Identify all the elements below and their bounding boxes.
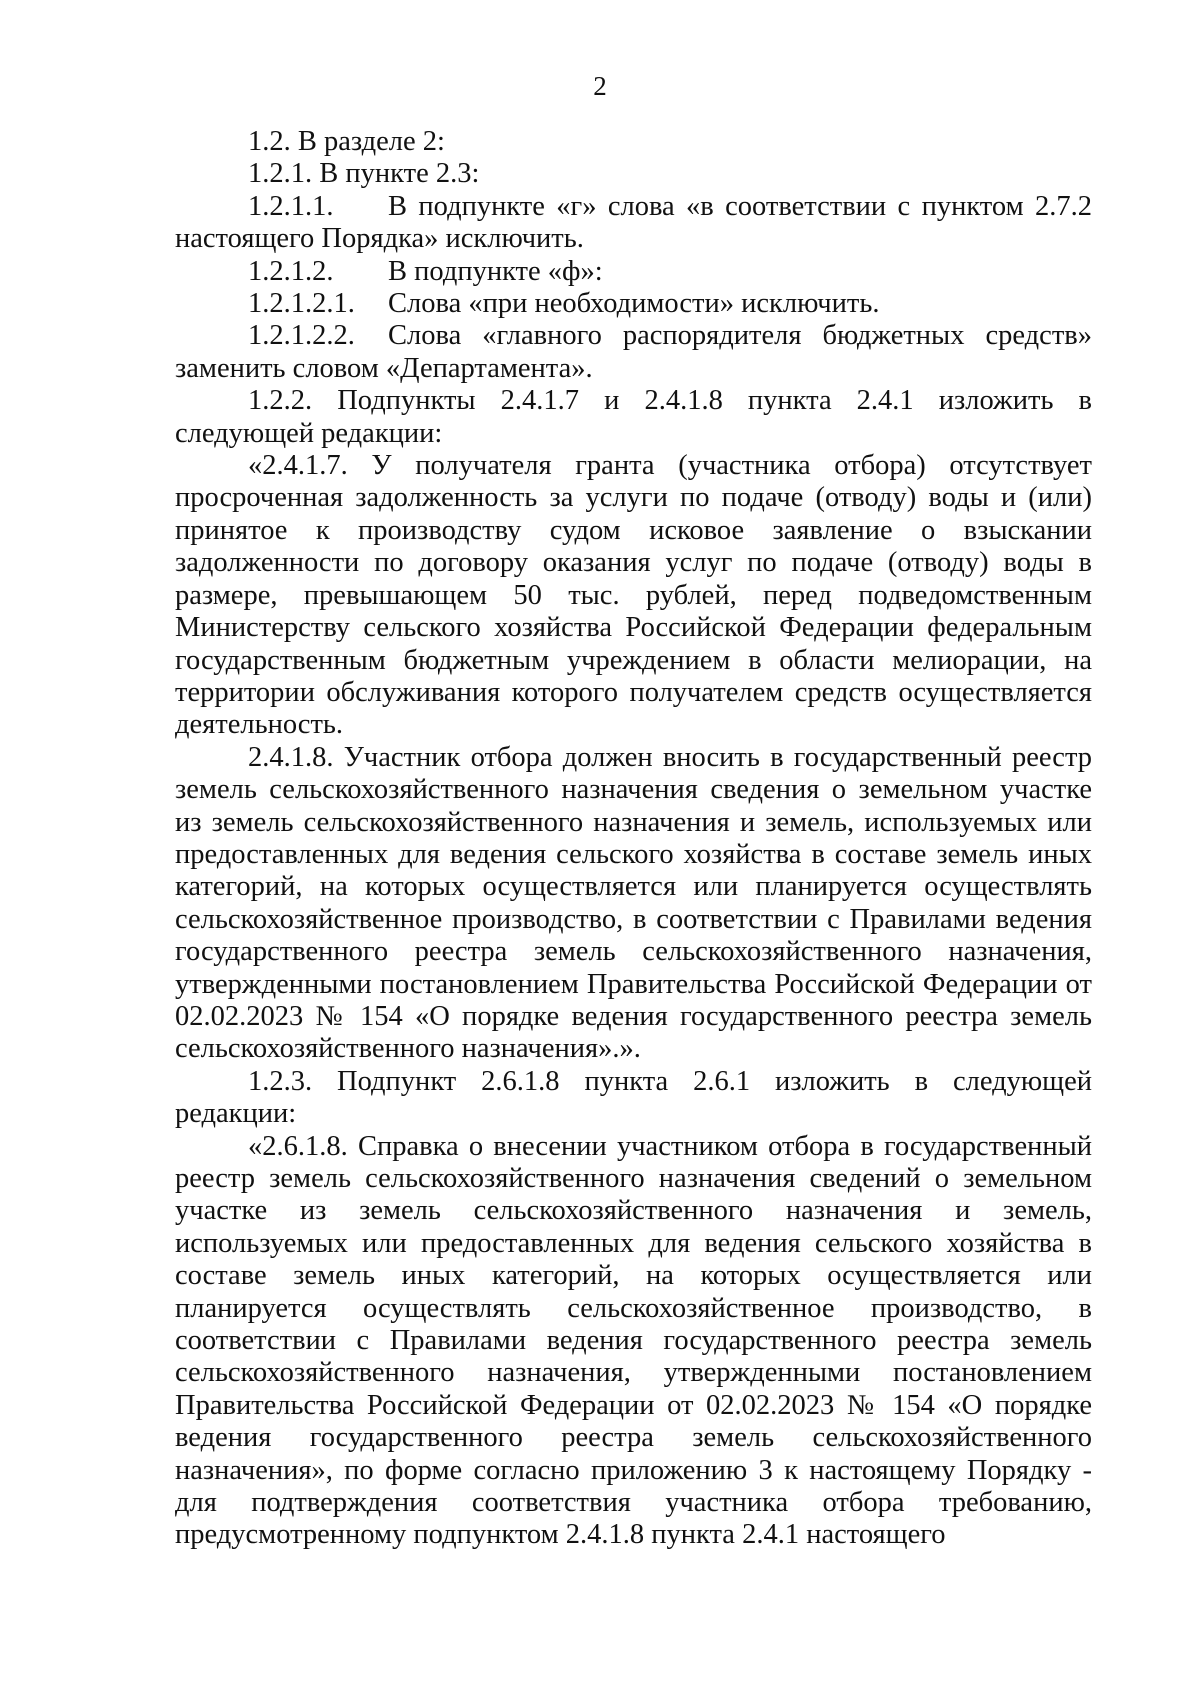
paragraph-2-6-1-8: «2.6.1.8. Справка о внесении участником отбора в государственный реестр земель сельскохозяйственного назначения сведений о земельном участке из земель сельскохозяйственного назначения и земель, используемых или предоставленных для ведения сельского хозяйства в составе земель иных категорий, на которых осуществляется или планируется осуществлять сельскохозяйственное производство, в соответствии с Правилами ведения государственного реестра земель сельскохозяйственного назначения, утвержденными постановлением Правительства Российской Федерации от 02.02.2023 № 154 «О порядке ведения государственного реестра земель сельскохозяйственного назначения», по форме согласно приложению 3 к настоящему Порядку - для подтверждения соответствия участника отбора требованию, предусмотренному подпунктом 2.4.1.8 пункта 2.4.1 настоящего	[175, 1130, 1092, 1551]
paragraph-1-2-1-1	[175, 191, 1092, 256]
paragraph-2-4-1-7: «2.4.1.7. У получателя гранта (участника отбора) отсутствует просроченная задолженность за услуги по подаче (отводу) воды и (или) принятое к производству судом исковое заявление о взыскании задолженности по договору оказания услуг по подаче (отводу) воды в размере, превышающем 50 тыс. рублей, перед подведомственным Министерству сельского хозяйства Российской Федерации федеральным государственным бюджетным учреждением в области мелиорации, на территории обслуживания которого получателем средств осуществляется деятельность.	[175, 450, 1092, 741]
paragraph-1-2-1-2	[175, 256, 1092, 288]
item-text: Слова «главного распорядителя бюджетных средств» заменить словом «Департамента».	[175, 320, 1092, 384]
page-number: 2	[593, 71, 607, 101]
item-text: В подпункте «г» слова «в соответствии с пунктом 2.7.2 настоящего Порядка» исключить.	[175, 190, 1092, 255]
paragraph-1-2-1: 1.2.1. В пункте 2.3:	[248, 158, 480, 190]
item-number: 1.2.1.2.2.	[248, 320, 355, 352]
item-text: Слова «при необходимости» исключить.	[388, 288, 880, 320]
item-number: 1.2.1.2.	[248, 255, 334, 287]
item-text: В подпункте «ф»:	[388, 255, 603, 287]
paragraph-1-2-3: 1.2.3. Подпункт 2.6.1.8 пункта 2.6.1 изложить в следующей редакции:	[175, 1065, 1092, 1130]
paragraph-2-4-1-8: 2.4.1.8. Участник отбора должен вносить в государственный реестр земель сельскохозяйственного назначения сведения о земельном участке из земель сельскохозяйственного назначения и земель, используемых или предоставленных для ведения сельского хозяйства в составе земель иных категорий, на которых осуществляется или планируется осуществлять сельскохозяйственное производство, в соответствии с Правилами ведения государственного реестра земель сельскохозяйственного назначения, утвержденными постановлением Правительства Российской Федерации от 02.02.2023 № 154 «О порядке ведения государственного реестра земель сельскохозяйственного назначения».».	[175, 741, 1092, 1065]
document-body	[175, 126, 1092, 1552]
paragraph-1-2-1-2-1	[175, 288, 1092, 320]
paragraph-1-2: 1.2. В разделе 2:	[248, 126, 445, 157]
item-number: 1.2.1.1.	[248, 190, 334, 222]
item-number: 1.2.1.2.1.	[248, 288, 355, 320]
paragraph-1-2-1-2-2	[175, 320, 1092, 385]
paragraph-1-2-2: 1.2.2. Подпункты 2.4.1.7 и 2.4.1.8 пункта 2.4.1 изложить в следующей редакции:	[175, 385, 1092, 449]
